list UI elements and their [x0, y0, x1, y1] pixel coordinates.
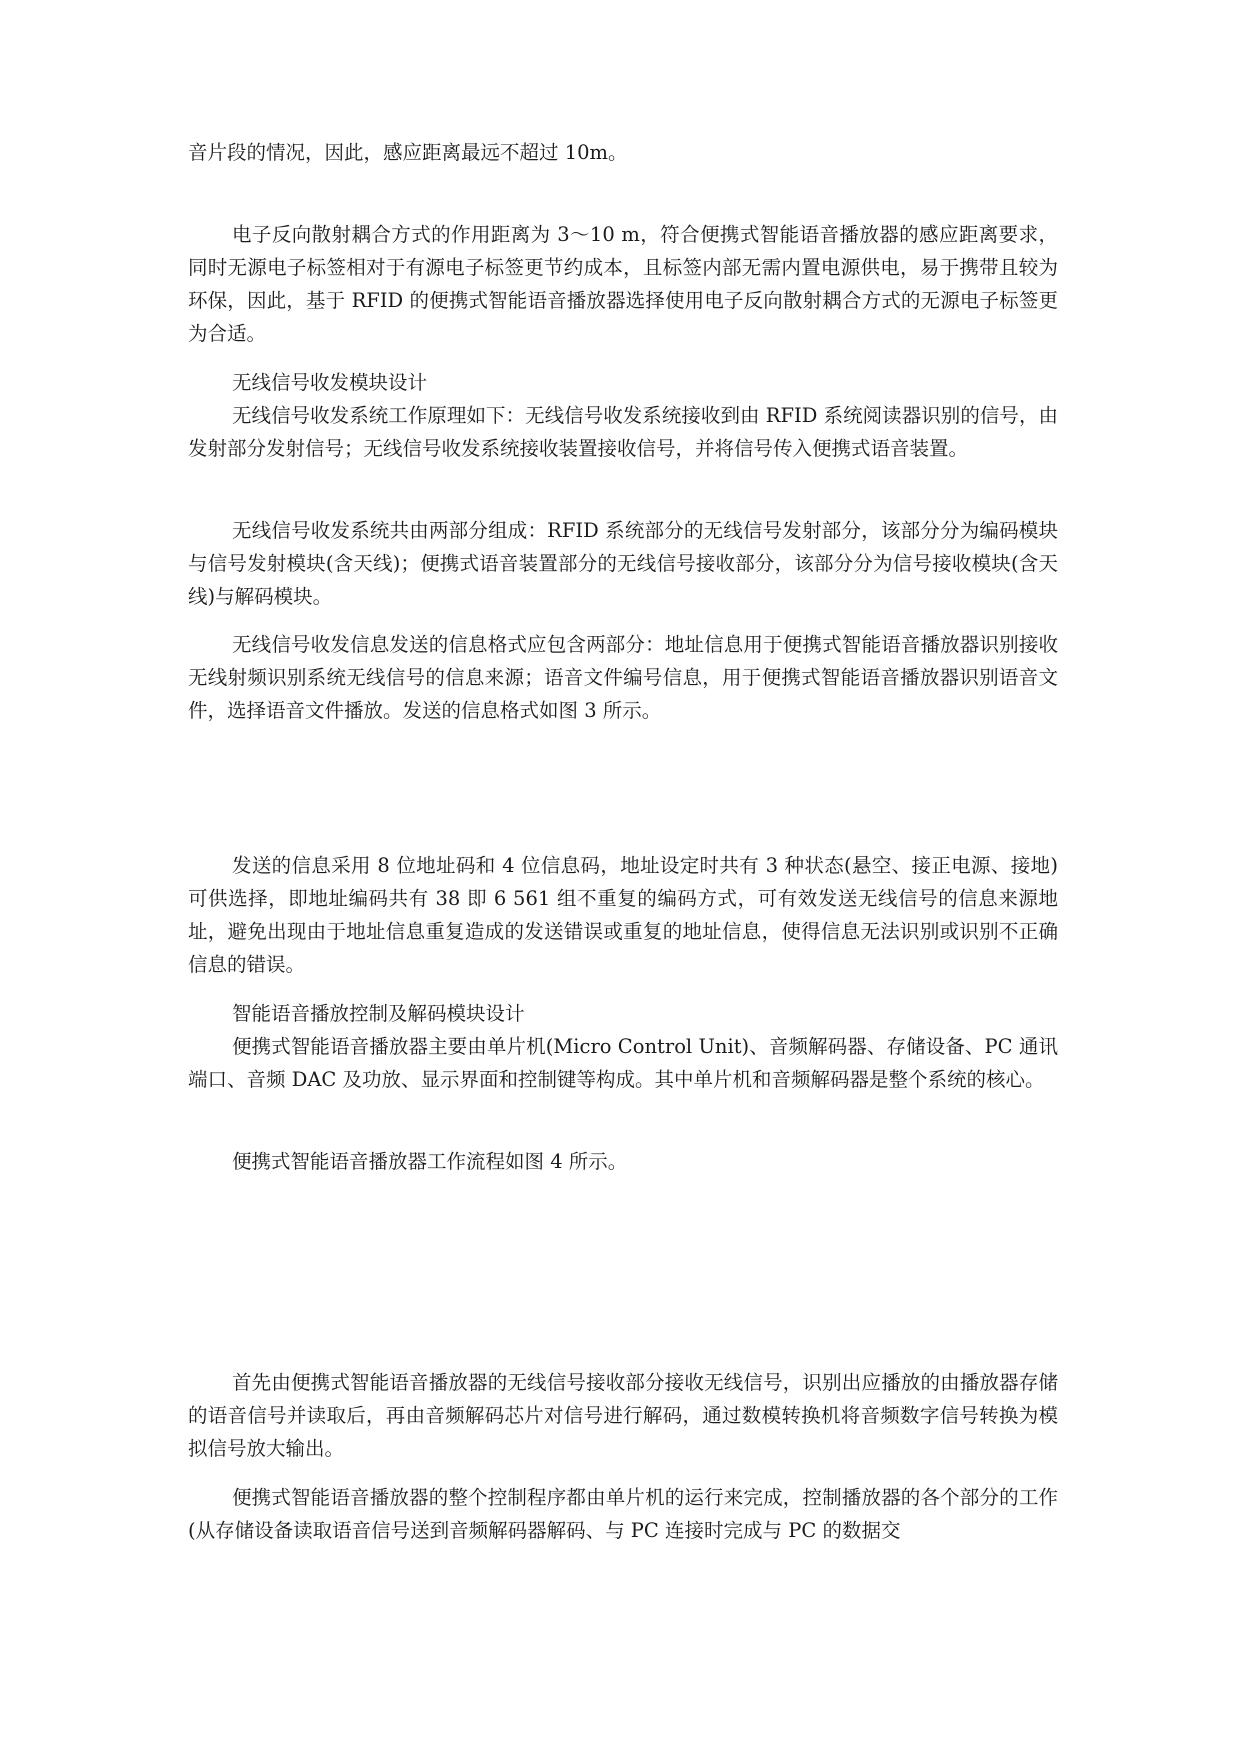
paragraph-5: 无线信号收发信息发送的信息格式应包含两部分：地址信息用于便携式智能语音播放器识别接收无线射频识别系统无线信号的信息来源；语音文件编号信息，用于便携式智能语音播放器识别语音文件，选择语音文件播放。发送的信息格式如图 3 所示。 — [188, 633, 1058, 722]
paragraph-4: 无线信号收发系统共由两部分组成：RFID 系统部分的无线信号发射部分，该部分分为编码模块与信号发射模块(含天线)；便携式语音装置部分的无线信号接收部分，该部分分为信号接收模块(含天线)与解码模块。 — [188, 519, 1058, 608]
paragraph-7: 便携式智能语音播放器主要由单片机(Micro Control Unit)、音频解码器、存储设备、PC 通讯端口、音频 DAC 及功放、显示界面和控制键等构成。其中单片机和音频解码器是整个系统的核心。 — [188, 1035, 1058, 1091]
paragraph-9: 首先由便携式智能语音播放器的无线信号接收部分接收无线信号，识别出应播放的由播放器存储的语音信号并读取后，再由音频解码芯片对信号进行解码，通过数模转换机将音频数字信号转换为模拟信号放大输出。 — [188, 1371, 1058, 1460]
paragraph-10: 便携式智能语音播放器的整个控制程序都由单片机的运行来完成，控制播放器的各个部分的工作(从存储设备读取语音信号送到音频解码器解码、与 PC 连接时完成与 PC 的数据交 — [188, 1486, 1058, 1542]
section-heading-wireless-module: 无线信号收发模块设计 — [232, 371, 428, 394]
paragraph-3: 无线信号收发系统工作原理如下：无线信号收发系统接收到由 RFID 系统阅读器识别的信号，由发射部分发射信号；无线信号收发系统接收装置接收信号，并将信号传入便携式语音装置。 — [188, 404, 1058, 460]
paragraph-8: 便携式智能语音播放器工作流程如图 4 所示。 — [232, 1150, 628, 1173]
section-heading-playback-control: 智能语音播放控制及解码模块设计 — [232, 1002, 525, 1025]
paragraph-6: 发送的信息采用 8 位地址码和 4 位信息码，地址设定时共有 3 种状态(悬空、接正电源、接地)可供选择，即地址编码共有 38 即 6 561 组不重复的编码方式，可有效发送无线信号的信息来源地址，避免出现由于地址信息重复造成的发送错误或重复的地址信息，使得信息无法识别或识别不正确信息的错误。 — [188, 854, 1058, 976]
paragraph-2: 电子反向散射耦合方式的作用距离为 3～10 m，符合便携式智能语音播放器的感应距离要求，同时无源电子标签相对于有源电子标签更节约成本，且标签内部无需内置电源供电，易于携带且较为环保，因此，基于 RFID 的便携式智能语音播放器选择使用电子反向散射耦合方式的无源电子标签更为合适。 — [188, 223, 1058, 345]
paragraph-1: 音片段的情况，因此，感应距离最远不超过 10m。 — [188, 141, 628, 164]
